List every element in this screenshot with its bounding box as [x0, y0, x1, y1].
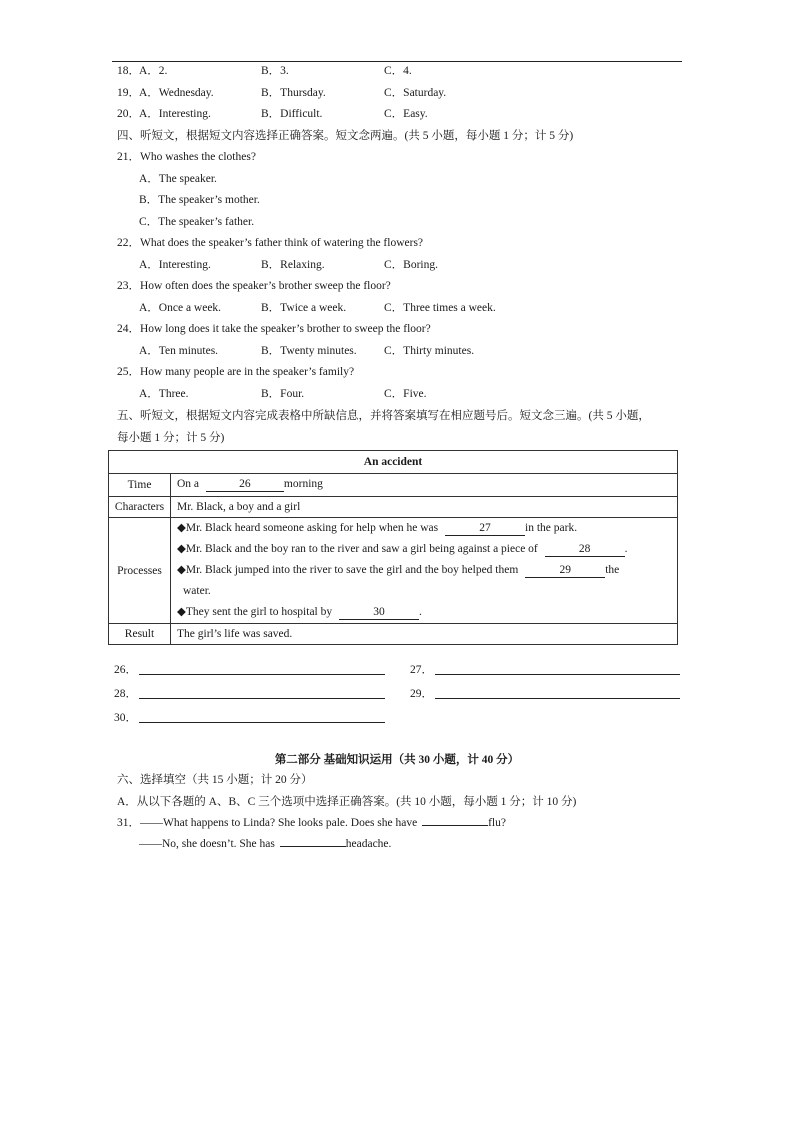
process-2-text: ◆Mr. Black and the boy ran to the river and saw a girl being against a piece of [177, 543, 538, 555]
q18-number: 18． [117, 65, 140, 77]
section-4-instructions: 四、听短文，根据短文内容选择正确答案。短文念两遍。(共 5 小题，每小题 1 分；计 5 分) [117, 130, 574, 142]
result-value: The girl’s life was saved. [171, 624, 678, 645]
table-title: An accident [109, 451, 678, 474]
time-label: Time [109, 474, 171, 497]
q23-option-b: B．Twice a week. [261, 302, 347, 314]
question-22-stem: 22．What does the speaker’s father think of watering the flowers? [117, 237, 424, 249]
question-31-line1 [117, 815, 506, 831]
question-22-options [139, 257, 438, 273]
process-4-text: ◆They sent the girl to hospital by [177, 606, 333, 618]
question-20 [117, 106, 428, 122]
q20-option-c: C．Easy. [384, 108, 428, 120]
q20-option-a: A．Interesting. [139, 108, 211, 120]
blank-28: 28 [545, 543, 625, 557]
q23-option-c: C．Three times a week. [384, 302, 496, 314]
answer-28-label: 28． [114, 688, 137, 700]
answer-29-line[interactable] [435, 698, 680, 699]
process-1 [177, 518, 671, 539]
q20-number: 20． [117, 108, 140, 120]
question-25-options [139, 386, 427, 402]
section-5-instructions-line1: 五、听短文，根据短文内容完成表格中所缺信息，并将答案填写在相应题号后。短文念三遍。(共 5 小题， [117, 410, 650, 422]
question-23-stem: 23．How often does the speaker’s brother sweep the floor? [117, 280, 391, 292]
blank-30: 30 [339, 606, 419, 620]
blank-q31-2[interactable] [280, 846, 346, 847]
q19-option-c: C．Saturday. [384, 87, 447, 99]
process-4 [177, 602, 671, 623]
blank-27: 27 [445, 522, 525, 536]
question-21-stem: 21．Who washes the clothes? [117, 151, 256, 163]
q31-line1-end: flu? [488, 817, 506, 829]
q25-option-c: C．Five. [384, 388, 427, 400]
process-3-continued: water. [183, 585, 211, 597]
q22-option-a: A．Interesting. [139, 259, 211, 271]
answer-29-label: 29． [410, 688, 433, 700]
time-prefix: On a [177, 478, 200, 490]
q18-option-b: B．3. [261, 65, 289, 77]
q24-option-c: C．Thirty minutes. [384, 345, 475, 357]
question-23-options [139, 300, 496, 316]
process-4-end: . [419, 606, 422, 618]
characters-value: Mr. Black, a boy and a girl [171, 497, 678, 518]
process-3-text: ◆Mr. Black jumped into the river to save the girl and the boy helped them [177, 564, 519, 576]
q21-option-a: A．The speaker. [139, 173, 217, 185]
part-2-heading: 第二部分 基础知识运用（共 30 小题，计 40 分） [274, 754, 520, 766]
question-18 [117, 63, 412, 79]
q31-line2-end: headache. [345, 838, 392, 850]
q24-option-a: A．Ten minutes. [139, 345, 219, 357]
result-label: Result [109, 624, 171, 645]
q20-option-b: B．Difficult. [261, 108, 323, 120]
q31-line2-text: ——No, she doesn’t. She has [139, 838, 275, 850]
blank-29: 29 [525, 564, 605, 578]
time-suffix: morning [283, 478, 323, 490]
answer-28-line[interactable] [139, 698, 385, 699]
blank-q31-1[interactable] [422, 825, 488, 826]
question-24-stem: 24．How long does it take the speaker’s brother to sweep the floor? [117, 323, 431, 335]
accident-table [108, 450, 678, 645]
answer-27-line[interactable] [435, 674, 680, 675]
answer-30-line[interactable] [139, 722, 385, 723]
question-24-options [139, 343, 475, 359]
q21-option-c: C．The speaker’s father. [139, 216, 255, 228]
question-31-line2 [139, 836, 391, 852]
q18-option-c: C．4. [384, 65, 412, 77]
blank-26: 26 [206, 478, 284, 492]
q19-option-a: A．Wednesday. [139, 87, 214, 99]
q25-option-b: B．Four. [261, 388, 305, 400]
processes-cell [171, 518, 678, 624]
header-rule [112, 61, 682, 62]
q22-option-c: C．Boring. [384, 259, 438, 271]
section-5-instructions-line2: 每小题 1 分；计 5 分) [117, 432, 225, 444]
characters-label: Characters [109, 497, 171, 518]
q24-option-b: B．Twenty minutes. [261, 345, 357, 357]
q21-option-b: B．The speaker’s mother. [139, 194, 260, 206]
answer-30-label: 30． [114, 712, 137, 724]
q23-option-a: A．Once a week. [139, 302, 222, 314]
q18-option-a: A．2. [139, 65, 168, 77]
process-1-end: in the park. [525, 522, 578, 534]
question-19 [117, 85, 447, 101]
process-3-end: the [605, 564, 620, 576]
answer-26-line[interactable] [139, 674, 385, 675]
process-3 [177, 560, 671, 581]
section-6-heading: 六、选择填空（共 15 小题；计 20 分） [117, 774, 313, 786]
processes-label: Processes [109, 518, 171, 624]
answer-26-label: 26． [114, 664, 137, 676]
question-25-stem: 25．How many people are in the speaker’s family? [117, 366, 355, 378]
q19-number: 19． [117, 87, 140, 99]
process-1-text: ◆Mr. Black heard someone asking for help when he was [177, 522, 439, 534]
q25-option-a: A．Three. [139, 388, 189, 400]
process-2-end: . [624, 543, 628, 555]
answer-27-label: 27． [410, 664, 433, 676]
q22-option-b: B．Relaxing. [261, 259, 325, 271]
time-cell [171, 474, 678, 497]
section-a-instructions: A．从以下各题的 A、B、C 三个选项中选择正确答案。(共 10 小题，每小题 1 分；计 10 分) [117, 796, 577, 808]
process-2 [177, 539, 671, 560]
q19-option-b: B．Thursday. [261, 87, 326, 99]
q31-line1-text: 31．——What happens to Linda? She looks pale. Does she have [117, 817, 418, 829]
